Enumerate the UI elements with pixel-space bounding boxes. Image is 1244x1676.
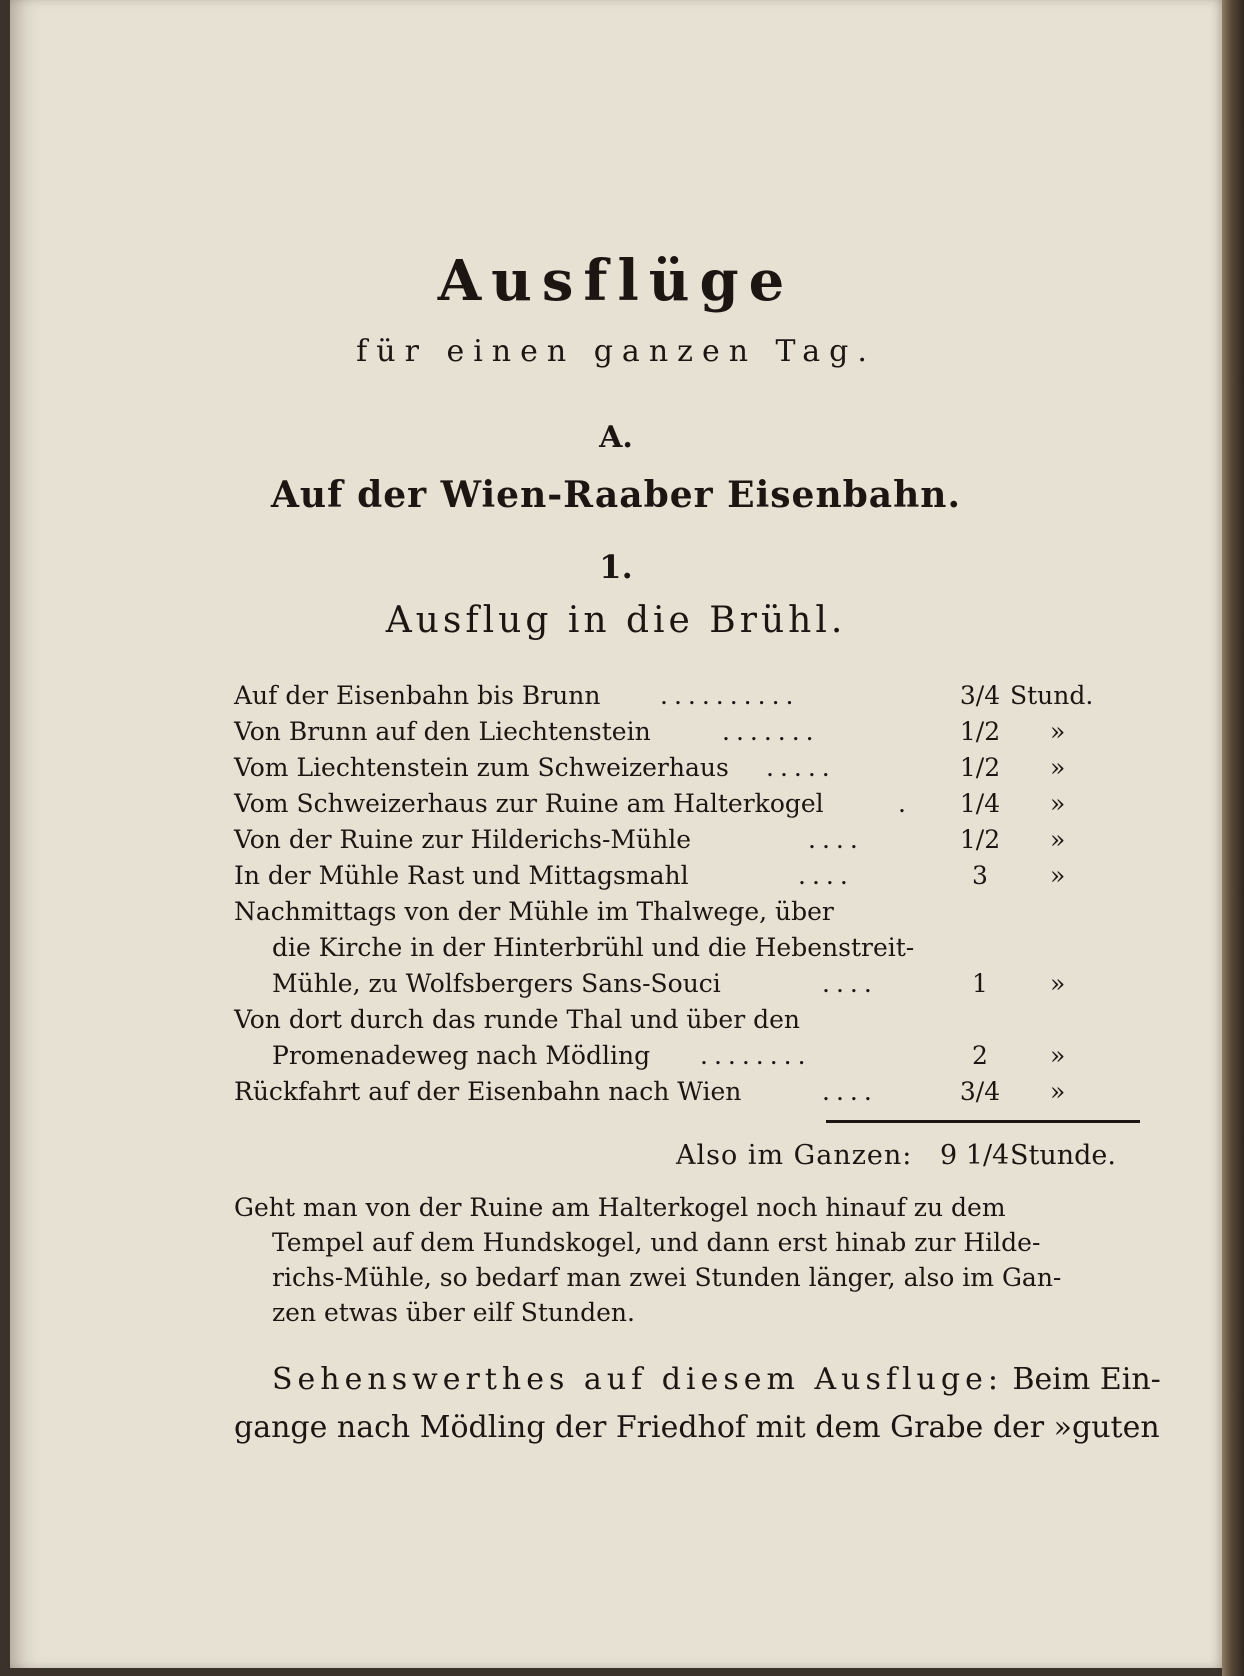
page-title: Ausflüge — [437, 248, 795, 314]
section-letter: A. — [599, 420, 633, 455]
itinerary-row — [10, 678, 1222, 714]
itinerary-label: Vom Liechtenstein zum Schweizerhaus — [234, 753, 729, 782]
sights-line — [272, 1358, 1161, 1402]
itinerary-row — [10, 786, 1222, 822]
itinerary-unit: » — [1050, 789, 1066, 818]
itinerary-time: 1/4 — [959, 789, 1001, 818]
book-page — [10, 0, 1222, 1668]
sum-rule — [826, 1120, 1140, 1123]
itinerary-label: Mühle, zu Wolfsbergers Sans-Souci — [272, 969, 721, 998]
itinerary-label: Rückfahrt auf der Eisenbahn nach Wien — [234, 1077, 742, 1106]
total-row — [10, 1136, 1222, 1176]
itinerary-time: 1/2 — [959, 825, 1001, 854]
itinerary-unit: » — [1050, 1041, 1066, 1070]
sights-line: gange nach Mödling der Friedhof mit dem Grabe der »guten — [234, 1410, 1160, 1445]
excursion-number: 1. — [599, 548, 633, 586]
sights-lead: Sehenswerthes auf diesem Ausfluge: — [272, 1362, 1003, 1397]
itinerary-time: 1/2 — [959, 753, 1001, 782]
itinerary-time: 2 — [972, 1041, 988, 1070]
itinerary-unit: Stund. — [1010, 681, 1094, 710]
leader-dots: .... — [808, 825, 864, 854]
itinerary-label: Auf der Eisenbahn bis Brunn — [234, 681, 601, 710]
itinerary-label: Von der Ruine zur Hilderichs-Mühle — [234, 825, 691, 854]
itinerary-time: 3/4 — [959, 681, 1001, 710]
itinerary-time: 3 — [972, 861, 988, 890]
itinerary-row — [10, 750, 1222, 786]
itinerary-row — [10, 1002, 1222, 1038]
itinerary-label: Promenadeweg nach Mödling — [272, 1041, 651, 1070]
itinerary-label: die Kirche in der Hinterbrühl und die Hebenstreit- — [272, 933, 915, 962]
itinerary-label: Von dort durch das runde Thal und über den — [234, 1005, 801, 1034]
leader-dots: ..... — [766, 753, 836, 782]
section-heading: Auf der Wien-Raaber Eisenbahn. — [270, 474, 961, 516]
itinerary-label: Von Brunn auf den Liechtenstein — [234, 717, 651, 746]
itinerary-row — [10, 714, 1222, 750]
itinerary-row — [10, 930, 1222, 966]
leader-dots: .... — [822, 969, 878, 998]
total-unit: Stunde. — [1010, 1140, 1116, 1171]
itinerary-row — [10, 966, 1222, 1002]
itinerary-row — [10, 822, 1222, 858]
leader-dots: ........ — [700, 1041, 812, 1070]
leader-dots: .......... — [660, 681, 800, 710]
itinerary-time: 3/4 — [959, 1077, 1001, 1106]
excursion-title: Ausflug in die Brühl. — [385, 600, 847, 641]
note-line: Geht man von der Ruine am Halterkogel noch hinauf zu dem — [234, 1193, 1006, 1222]
itinerary-row — [10, 1074, 1222, 1110]
leader-dots: .... — [798, 861, 854, 890]
itinerary-row — [10, 894, 1222, 930]
total-label: Also im Ganzen: — [676, 1140, 913, 1171]
itinerary-time: 1 — [972, 969, 988, 998]
leader-dots: . — [898, 789, 912, 818]
itinerary-unit: » — [1050, 1077, 1066, 1106]
note-line: zen etwas über eilf Stunden. — [272, 1298, 635, 1327]
page-subtitle: für einen ganzen Tag. — [356, 334, 876, 369]
itinerary-label: Vom Schweizerhaus zur Ruine am Halterkogel — [234, 789, 824, 818]
itinerary-label: In der Mühle Rast und Mittagsmahl — [234, 861, 689, 890]
itinerary-unit: » — [1050, 753, 1066, 782]
note-line: Tempel auf dem Hundskogel, und dann erst hinab zur Hilde- — [272, 1228, 1041, 1257]
book-gutter — [1222, 0, 1244, 1676]
total-value: 9 1/4 — [940, 1140, 1010, 1171]
sights-line-rest: Beim Ein- — [1012, 1362, 1161, 1397]
itinerary-label: Nachmittags von der Mühle im Thalwege, über — [234, 897, 834, 926]
itinerary-unit: » — [1050, 969, 1066, 998]
itinerary-unit: » — [1050, 717, 1066, 746]
itinerary-unit: » — [1050, 861, 1066, 890]
itinerary-unit: » — [1050, 825, 1066, 854]
itinerary-time: 1/2 — [959, 717, 1001, 746]
leader-dots: ....... — [722, 717, 820, 746]
itinerary-row — [10, 1038, 1222, 1074]
leader-dots: .... — [822, 1077, 878, 1106]
itinerary-row — [10, 858, 1222, 894]
note-line: richs-Mühle, so bedarf man zwei Stunden länger, also im Gan- — [272, 1263, 1062, 1292]
